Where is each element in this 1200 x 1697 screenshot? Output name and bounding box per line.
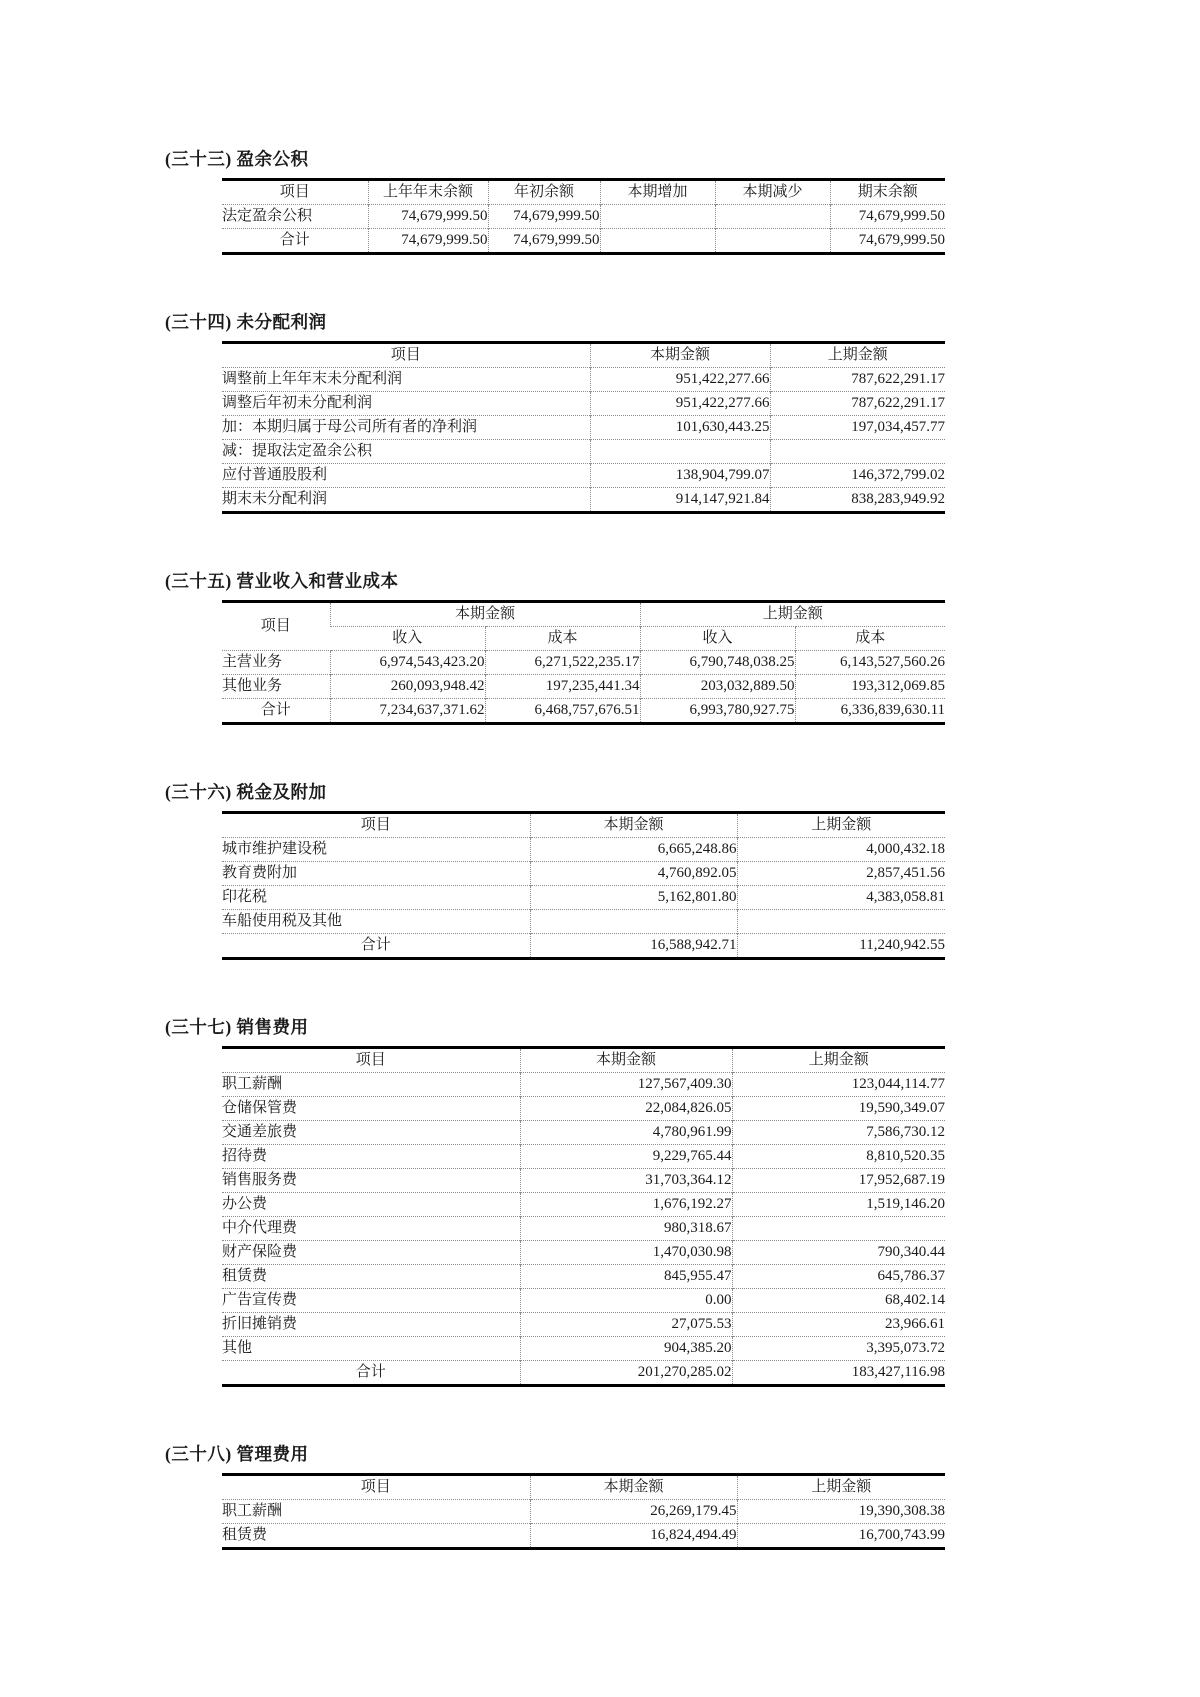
value-cell: 197,034,457.77: [770, 416, 945, 440]
section-heading: (三十四) 未分配利润: [165, 312, 327, 332]
column-header: 本期金额: [530, 813, 737, 838]
value-cell: 19,590,349.07: [732, 1097, 945, 1121]
header-row: [222, 1048, 945, 1073]
value-cell: 1,519,146.20: [732, 1193, 945, 1217]
financial-table: [222, 178, 945, 255]
financial-table: [222, 600, 945, 725]
value-cell: 0.00: [520, 1289, 732, 1313]
section-surplus-reserve: [165, 146, 1200, 255]
column-header: 期末余额: [830, 180, 945, 205]
value-cell: 16,824,494.49: [530, 1524, 737, 1549]
value-cell: 74,679,999.50: [830, 229, 945, 254]
undistributed-profit-table-container: [222, 341, 1200, 514]
item-label: 仓储保管费: [222, 1097, 520, 1121]
value-cell: 146,372,799.02: [770, 464, 945, 488]
value-cell: 203,032,889.50: [640, 675, 795, 699]
table-row: [222, 651, 945, 675]
value-cell: 22,084,826.05: [520, 1097, 732, 1121]
column-header: 收入: [640, 627, 795, 651]
value-cell: [590, 440, 770, 464]
table-row: [222, 1145, 945, 1169]
value-cell: 31,703,364.12: [520, 1169, 732, 1193]
total-row: [222, 699, 945, 724]
value-cell: 904,385.20: [520, 1337, 732, 1361]
table-row: [222, 838, 945, 862]
item-label: 交通差旅费: [222, 1121, 520, 1145]
column-header: 成本: [795, 627, 945, 651]
item-label: 财产保险费: [222, 1241, 520, 1265]
column-header: 本期金额: [530, 1475, 737, 1500]
item-label: 职工薪酬: [222, 1073, 520, 1097]
value-cell: 6,993,780,927.75: [640, 699, 795, 724]
column-header: 项目: [390, 347, 421, 363]
column-header: 上期金额: [732, 1048, 945, 1073]
column-header: 上期金额: [640, 602, 945, 627]
value-cell: [770, 440, 945, 464]
item-label: 广告宣传费: [222, 1289, 520, 1313]
section-heading: (三十五) 营业收入和营业成本: [165, 571, 399, 591]
table-row: [222, 1241, 945, 1265]
item-label: 城市维护建设税: [222, 838, 530, 862]
value-cell: 790,340.44: [732, 1241, 945, 1265]
table-row: [222, 368, 945, 392]
table-row: [222, 910, 945, 934]
value-cell: 4,760,892.05: [530, 862, 737, 886]
column-header: 项目: [355, 1052, 386, 1068]
value-cell: 6,974,543,423.20: [330, 651, 485, 675]
table-row: [222, 1313, 945, 1337]
value-cell: [600, 205, 715, 229]
taxes-and-surcharges-table-container: [222, 811, 1200, 960]
item-label: 租赁费: [222, 1265, 520, 1289]
value-cell: 16,588,942.71: [530, 934, 737, 959]
item-label: 销售服务费: [222, 1169, 520, 1193]
section-revenue-and-cost: [165, 568, 1200, 725]
value-cell: 6,468,757,676.51: [485, 699, 640, 724]
column-header: 年初余额: [488, 180, 600, 205]
admin-expenses-table-container: [222, 1473, 1200, 1550]
item-label: 减：提取法定盈余公积: [222, 440, 590, 464]
value-cell: 914,147,921.84: [590, 488, 770, 513]
value-cell: 4,383,058.81: [737, 886, 945, 910]
value-cell: 6,336,839,630.11: [795, 699, 945, 724]
total-row: [222, 1361, 945, 1386]
column-header: 本期减少: [715, 180, 830, 205]
table-row: [222, 416, 945, 440]
table-row: [222, 862, 945, 886]
value-cell: 4,780,961.99: [520, 1121, 732, 1145]
item-label: 教育费附加: [222, 862, 530, 886]
value-cell: 6,665,248.86: [530, 838, 737, 862]
header-row: [222, 343, 945, 368]
value-cell: 8,810,520.35: [732, 1145, 945, 1169]
item-label: 职工薪酬: [222, 1500, 530, 1524]
value-cell: 9,229,765.44: [520, 1145, 732, 1169]
table-row: [222, 1121, 945, 1145]
item-label: 法定盈余公积: [222, 205, 368, 229]
value-cell: 74,679,999.50: [368, 229, 488, 254]
financial-table: [222, 1046, 945, 1387]
item-label: 其他: [222, 1337, 520, 1361]
value-cell: 951,422,277.66: [590, 392, 770, 416]
table-row: [222, 392, 945, 416]
financial-table: [222, 811, 945, 960]
value-cell: 787,622,291.17: [770, 392, 945, 416]
item-label: 应付普通股股利: [222, 464, 590, 488]
value-cell: 6,790,748,038.25: [640, 651, 795, 675]
item-label: 合计: [222, 934, 530, 959]
column-header: 本期金额: [590, 343, 770, 368]
item-label: 期末未分配利润: [222, 488, 590, 513]
column-header: 上年年末余额: [368, 180, 488, 205]
item-label: 主营业务: [222, 651, 330, 675]
section-undistributed-profit: [165, 309, 1200, 514]
value-cell: 5,162,801.80: [530, 886, 737, 910]
value-cell: 1,470,030.98: [520, 1241, 732, 1265]
value-cell: 74,679,999.50: [830, 205, 945, 229]
table-row: [222, 1289, 945, 1313]
value-cell: [715, 229, 830, 254]
total-row: [222, 229, 945, 254]
section-taxes-and-surcharges: [165, 779, 1200, 960]
table-row: [222, 1097, 945, 1121]
value-cell: 787,622,291.17: [770, 368, 945, 392]
value-cell: 4,000,432.18: [737, 838, 945, 862]
column-header: 成本: [485, 627, 640, 651]
value-cell: 138,904,799.07: [590, 464, 770, 488]
item-label: 中介代理费: [222, 1217, 520, 1241]
table-row: [222, 1524, 945, 1549]
item-label: 招待费: [222, 1145, 520, 1169]
table-row: [222, 1169, 945, 1193]
column-header: 项目: [360, 817, 391, 833]
value-cell: 74,679,999.50: [488, 229, 600, 254]
value-cell: 845,955.47: [520, 1265, 732, 1289]
value-cell: 197,235,441.34: [485, 675, 640, 699]
table-row: [222, 1193, 945, 1217]
item-label: 合计: [222, 699, 330, 724]
column-header: 项目: [260, 618, 291, 634]
item-label: 合计: [222, 229, 368, 254]
value-cell: 838,283,949.92: [770, 488, 945, 513]
item-label: 折旧摊销费: [222, 1313, 520, 1337]
value-cell: [715, 205, 830, 229]
value-cell: 23,966.61: [732, 1313, 945, 1337]
financial-table: [222, 341, 945, 514]
value-cell: 183,427,116.98: [732, 1361, 945, 1386]
value-cell: [530, 910, 737, 934]
table-row: [222, 1073, 945, 1097]
section-heading: (三十三) 盈余公积: [165, 149, 309, 169]
table-row: [222, 1500, 945, 1524]
value-cell: 27,075.53: [520, 1313, 732, 1337]
header-row: [222, 602, 945, 627]
section-admin-expenses: [165, 1441, 1200, 1550]
header-row: [222, 627, 945, 651]
selling-expenses-table-container: [222, 1046, 1200, 1387]
value-cell: 3,395,073.72: [732, 1337, 945, 1361]
financial-table: [222, 1473, 945, 1550]
column-header: 项目: [360, 1479, 391, 1495]
value-cell: 1,676,192.27: [520, 1193, 732, 1217]
item-label: 办公费: [222, 1193, 520, 1217]
item-label: 租赁费: [222, 1524, 530, 1549]
value-cell: 980,318.67: [520, 1217, 732, 1241]
value-cell: 7,234,637,371.62: [330, 699, 485, 724]
section-heading: (三十六) 税金及附加: [165, 782, 327, 802]
column-header: 上期金额: [770, 343, 945, 368]
value-cell: 2,857,451.56: [737, 862, 945, 886]
item-label: 调整后年初未分配利润: [222, 392, 590, 416]
column-header: 本期增加: [600, 180, 715, 205]
value-cell: 645,786.37: [732, 1265, 945, 1289]
table-row: [222, 1337, 945, 1361]
value-cell: 260,093,948.42: [330, 675, 485, 699]
table-row: [222, 205, 945, 229]
column-header: 项目: [279, 184, 310, 200]
value-cell: 74,679,999.50: [488, 205, 600, 229]
item-label: 合计: [222, 1361, 520, 1386]
section-selling-expenses: [165, 1014, 1200, 1387]
value-cell: [732, 1217, 945, 1241]
value-cell: 17,952,687.19: [732, 1169, 945, 1193]
table-row: [222, 440, 945, 464]
value-cell: 74,679,999.50: [368, 205, 488, 229]
value-cell: 16,700,743.99: [737, 1524, 945, 1549]
table-row: [222, 1217, 945, 1241]
value-cell: [737, 910, 945, 934]
item-label: 印花税: [222, 886, 530, 910]
revenue-and-cost-table-container: [222, 600, 1200, 725]
value-cell: 123,044,114.77: [732, 1073, 945, 1097]
value-cell: 7,586,730.12: [732, 1121, 945, 1145]
value-cell: 193,312,069.85: [795, 675, 945, 699]
value-cell: 951,422,277.66: [590, 368, 770, 392]
column-header: 上期金额: [737, 813, 945, 838]
value-cell: 101,630,443.25: [590, 416, 770, 440]
total-row: [222, 934, 945, 959]
table-row: [222, 488, 945, 513]
item-label: 车船使用税及其他: [222, 910, 530, 934]
value-cell: 11,240,942.55: [737, 934, 945, 959]
value-cell: 6,271,522,235.17: [485, 651, 640, 675]
value-cell: 26,269,179.45: [530, 1500, 737, 1524]
section-heading: (三十八) 管理费用: [165, 1444, 309, 1464]
header-row: [222, 1475, 945, 1500]
value-cell: 127,567,409.30: [520, 1073, 732, 1097]
surplus-reserve-table-container: [222, 178, 1200, 255]
column-header: 本期金额: [520, 1048, 732, 1073]
value-cell: 68,402.14: [732, 1289, 945, 1313]
item-label: 调整前上年年末未分配利润: [222, 368, 590, 392]
header-row: [222, 180, 945, 205]
item-label: 其他业务: [222, 675, 330, 699]
item-label: 加：本期归属于母公司所有者的净利润: [222, 416, 590, 440]
section-heading: (三十七) 销售费用: [165, 1017, 309, 1037]
header-row: [222, 813, 945, 838]
value-cell: 201,270,285.02: [520, 1361, 732, 1386]
table-row: [222, 886, 945, 910]
table-row: [222, 464, 945, 488]
column-header: 收入: [330, 627, 485, 651]
table-row: [222, 1265, 945, 1289]
column-header: 本期金额: [330, 602, 640, 627]
table-row: [222, 675, 945, 699]
value-cell: [600, 229, 715, 254]
value-cell: 6,143,527,560.26: [795, 651, 945, 675]
value-cell: 19,390,308.38: [737, 1500, 945, 1524]
column-header: 上期金额: [737, 1475, 945, 1500]
